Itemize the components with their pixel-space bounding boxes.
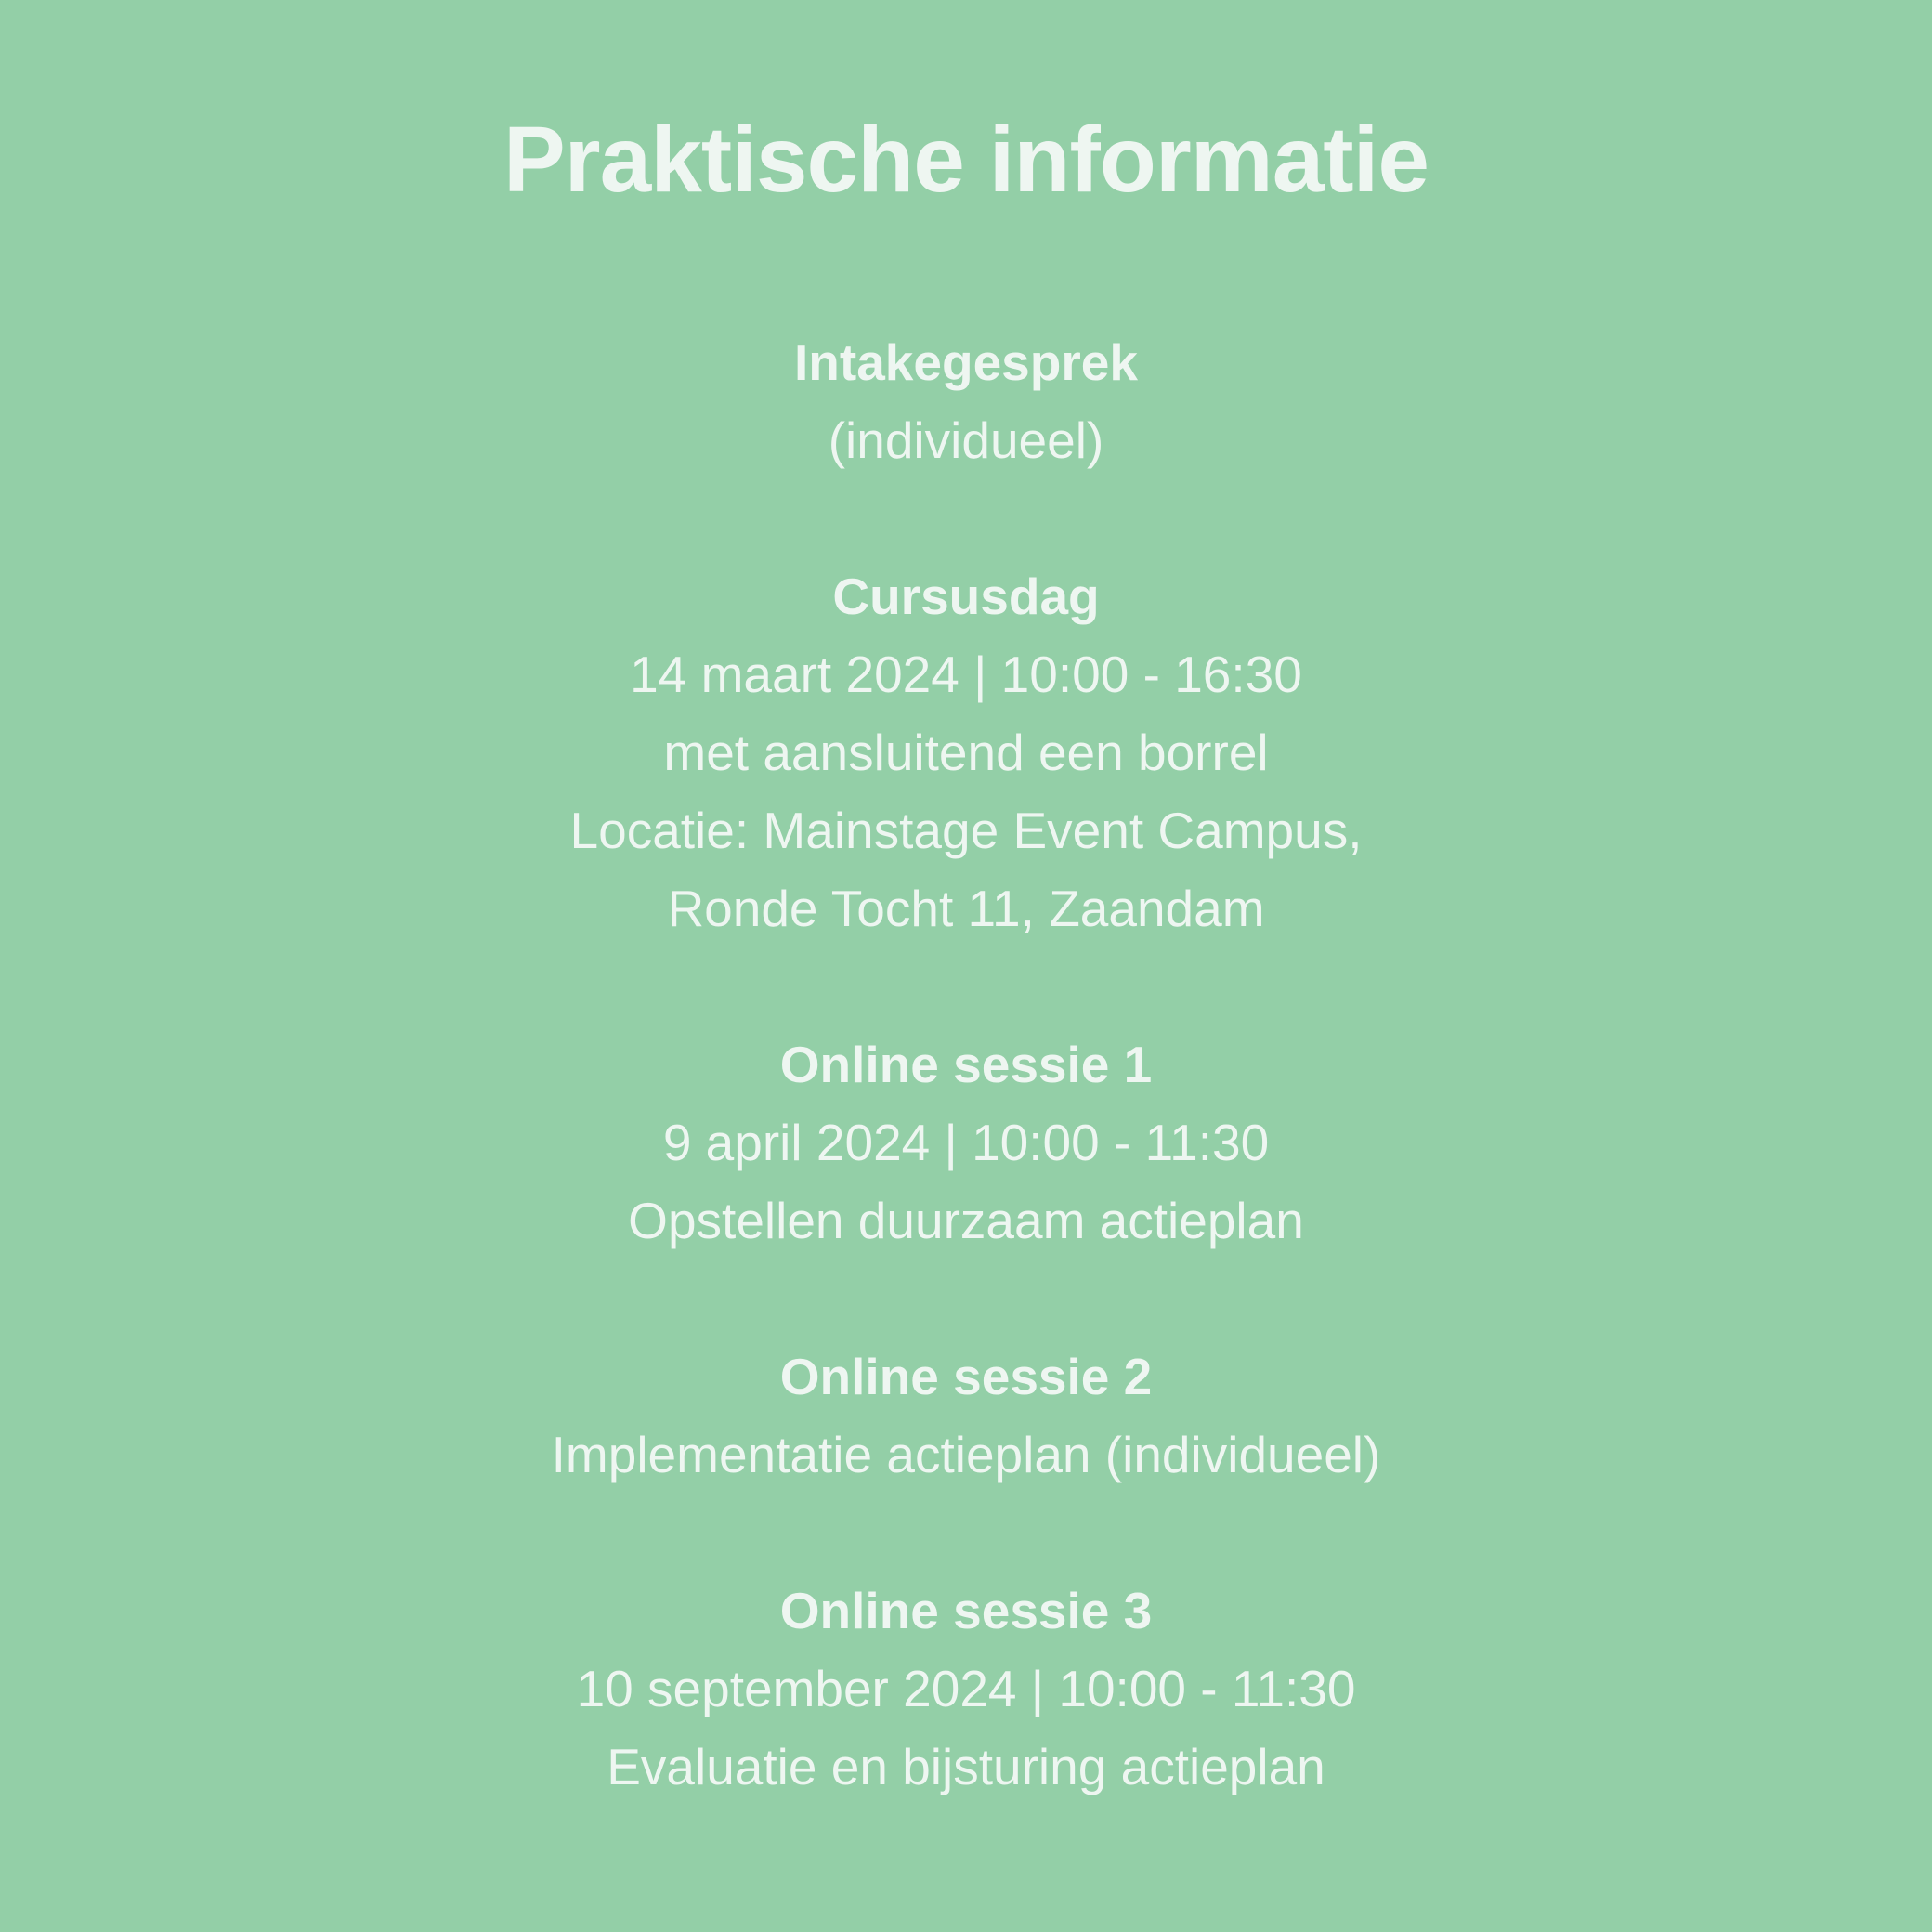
section-line: Opstellen duurzaam actieplan (628, 1192, 1304, 1249)
section-line: 9 april 2024 | 10:00 - 11:30 (662, 1114, 1270, 1171)
section-intakegesprek (0, 323, 1932, 479)
section-line: Ronde Tocht 11, Zaandam (667, 880, 1265, 937)
section-heading: Intakegesprek (794, 333, 1138, 391)
section-line: 14 maart 2024 | 10:00 - 16:30 (630, 646, 1302, 703)
sections-list (0, 323, 1932, 1806)
section-heading: Online sessie 2 (779, 1348, 1153, 1405)
section-heading: Online sessie 3 (779, 1582, 1153, 1639)
section-line: met aansluitend een borrel (663, 724, 1269, 781)
section-line: Locatie: Mainstage Event Campus, (569, 802, 1363, 859)
section-online-sessie-3 (0, 1572, 1932, 1806)
section-gap (0, 947, 1932, 1025)
section-gap (0, 479, 1932, 557)
section-heading: Online sessie 1 (779, 1036, 1153, 1093)
section-line: (individueel) (828, 411, 1104, 469)
section-line: Evaluatie en bijsturing actieplan (607, 1738, 1325, 1795)
section-heading: Cursusdag (832, 568, 1100, 625)
section-gap (0, 1260, 1932, 1338)
section-cursusdag (0, 557, 1932, 947)
section-online-sessie-1 (0, 1025, 1932, 1260)
section-line: Implementatie actieplan (individueel) (551, 1426, 1381, 1483)
section-online-sessie-2 (0, 1338, 1932, 1494)
page-title: Praktische informatie (503, 108, 1429, 212)
section-line: 10 september 2024 | 10:00 - 11:30 (576, 1660, 1356, 1717)
section-gap (0, 1494, 1932, 1572)
